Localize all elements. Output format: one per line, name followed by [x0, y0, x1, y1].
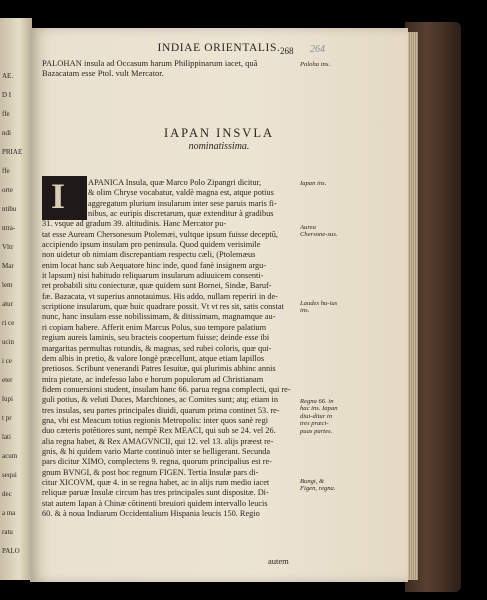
margin-note: Bungi, & Figen, regna. — [300, 478, 336, 493]
body-line: pars dicitur XIMO, complectens 9. regna, quorum principalius est re- — [42, 457, 272, 467]
body-line: dem albis in pretio, & valore longè præcellunt, atque etiam lapillos — [42, 353, 265, 363]
body-line: APANICA Insula, quæ Marco Polo Zipangri dicitur, — [88, 178, 262, 187]
left-page-fragment: D I — [2, 91, 12, 99]
left-page-fragment: ucin — [2, 338, 15, 346]
section-title: IAPAN INSVLA — [163, 126, 274, 140]
left-page-fragment: ratu — [2, 528, 13, 536]
margin-note: Aurea Chersone-sus. — [300, 224, 338, 239]
body-line: ret probabili situ coniecturæ, quæ quidem sunt Bornei, Sindæ, Baruf- — [42, 281, 272, 291]
body-line: gna, vbi est Meacum totius regionis Metropolis: inter quos sanè regi — [42, 415, 269, 425]
body-line: ri copiam habere. Afferit enim Marcus Polus, suo tempore palatium — [42, 322, 267, 332]
body-text — [42, 178, 304, 519]
pencil-note: 264 — [310, 44, 325, 55]
body-line: fidem conuersioni student, insulam hanc 66. parua regna complecti, qui re- — [42, 384, 291, 394]
left-page-fragment: AE. — [2, 72, 14, 80]
body-line: tres insulas, seu partes principales diuidi, quarum prima continet 53. re- — [42, 405, 280, 415]
top-line: PALOHAN insula ad Occasum harum Philippinarum iacet, quã — [42, 58, 258, 68]
top-paragraph — [42, 58, 304, 79]
left-page-fragment: Mar — [2, 262, 14, 270]
body-line: fæ. Bazacata, vt superius annotauimus. His addo, nullam reperiri in de- — [42, 291, 278, 301]
left-page-fragment: ri ce — [2, 319, 15, 327]
body-line: tat esse Auream Chersonesum Ptolemæi, vultque ipsum fuisse deceptũ, — [42, 229, 278, 239]
left-page-fragment: sequi — [2, 471, 17, 479]
margin-note-paloha: Paloha ins. — [300, 61, 331, 68]
page-number: 268 — [280, 46, 294, 56]
margin-note: Laudes hu-ius ins. — [300, 300, 338, 315]
body-line: gnum BVNGI, & post hoc regnum FIGEN. Tertia Insulæ pars di- — [42, 467, 259, 477]
body-line: gnis, & hi quidem vario Marte continuò inter se belligerant. Secunda — [42, 446, 271, 456]
body-line: alia regna habet, & Rex AMAGVNCII, qui 12. vel 13. alijs præest re- — [42, 436, 274, 446]
left-page-fragment: PRIAE — [2, 148, 23, 156]
left-page-fragment: ndi — [2, 129, 11, 137]
body-line: reliquæ paruæ Insulæ circum has tres principales sunt dispositæ. Di- — [42, 488, 269, 498]
left-page-fragment: eter — [2, 376, 13, 384]
right-page — [30, 28, 408, 582]
section-subtitle: nominatissima. — [188, 141, 250, 152]
left-page-fragment: Vltr — [2, 243, 14, 251]
left-page-fragment: t pr — [2, 414, 12, 422]
body-line: enim locat hanc sub Aequatore hinc inde, quod fanè insignem argu- — [42, 260, 267, 270]
top-line: Bazacatam esse Ptol. vult Mercator. — [42, 68, 164, 79]
running-head: INDIAE ORIENTALIS. — [157, 42, 281, 54]
left-page-fragment: orte — [2, 186, 13, 194]
left-page-fragment: PALO — [2, 547, 20, 555]
body-line: pretiosos. Scribunt venerandi Patres Iesuitæ, qui plurimis abhinc annis — [42, 364, 276, 374]
body-line: nibus, ac euripis discretarum, quæ extenditur à gradibus — [88, 209, 274, 219]
body-line: regium aureis laminis, seu bracteis coopertum fuisse; deinde esse ibi — [42, 333, 270, 343]
left-page-fragment: ffe — [2, 110, 10, 118]
catchword: autem — [268, 556, 289, 566]
body-line: margaritas permultas rotundis, & magnas, sed rubei coloris, quæ qui- — [42, 343, 272, 353]
book — [0, 18, 487, 588]
drop-cap: I — [42, 176, 87, 220]
body-line: aggregatum plurium insularum inter sese paruis maris fi- — [88, 198, 277, 208]
left-page-fragment: a ma — [2, 509, 16, 517]
body-line: nunc, hanc insulam esse nobilissimam, & ditissimam, magnamque au- — [42, 312, 276, 322]
left-page-fragment: lupi — [2, 395, 13, 403]
left-page-fragment: ntibu — [2, 205, 17, 213]
margin-note: Iapan ins. — [300, 180, 327, 187]
left-page-fragment: lati — [2, 433, 11, 441]
left-page-fragment: i ce — [2, 357, 12, 365]
body-line: stat autem Iapan à Chinæ cōtinenti breuiori quidem intervallo leucis — [42, 498, 268, 508]
left-page-fragment: ntra- — [2, 224, 16, 232]
body-line: it lapsum) nisi habitudo reliquarum insularum adiuuicem consenti- — [42, 271, 264, 281]
body-line: 60. & à noua Indiarum Occidentalium Hispania leucis 150. Regio — [42, 509, 260, 518]
left-page — [0, 18, 32, 580]
left-page-fragment: atur — [2, 300, 13, 308]
body-line: & olim Chryse vocabatur, valdè magna est, atque potius — [88, 188, 274, 198]
body-line: duo cæteris potētiores sunt, nempè Rex MEACI, qui sub se 24. vel 26. — [42, 426, 276, 436]
left-page-fragment: dec — [2, 490, 12, 498]
body-line: accipiendo ipsum insulam pro peninsula. Quod quidem verisimile — [42, 240, 261, 250]
body-line: scriptione insularum, quæ huic quadrare possit. Vt vt res sit, satis constat — [42, 302, 284, 312]
body-line: mira pietate, ac indefesso labo e horum populorum ad Christianam — [42, 374, 264, 384]
left-page-fragment: acum — [2, 452, 18, 460]
margin-note: Regna 66. in hac ins. Iapan diui-ditur in tres præci-puas partes. — [300, 398, 338, 435]
body-line: citur XICOVM, quæ 4. in se regna habet, ac in alijs rum medio iacet — [42, 477, 270, 487]
body-line: 31. vsque ad gradum 39. altitudinis. Hanc Mercator pu- — [42, 219, 227, 229]
body-line: guli potius, & veluti Duces, Marchiones, ac Comites sunt; atq; etiam in — [42, 395, 278, 405]
left-page-fragment: ffe — [2, 167, 10, 175]
body-line: non uidetur ob nimiam discrepantiam respectu cæli, (Ptolemæus — [42, 250, 256, 260]
left-page-fragment: lem — [2, 281, 13, 289]
